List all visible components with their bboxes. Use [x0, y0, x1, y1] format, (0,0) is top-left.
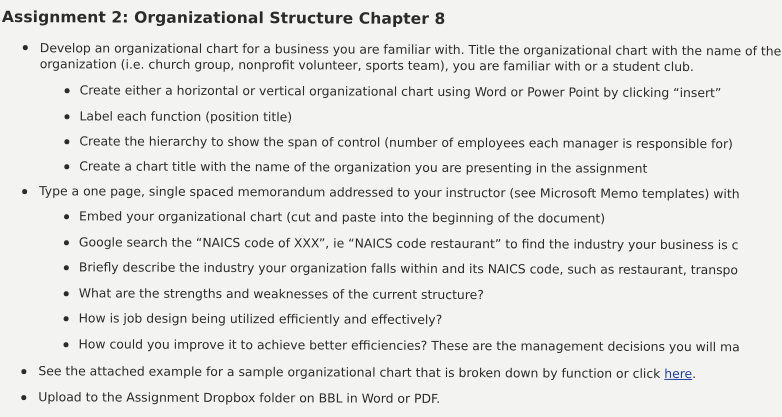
- bullet-icon: [21, 369, 26, 374]
- list-item: Embed your organizational chart (cut and paste into the beginning of the document): [79, 208, 606, 226]
- example-link[interactable]: here: [664, 365, 693, 382]
- bullet-icon: [64, 164, 69, 169]
- list-item-line: organization (i.e. church group, nonprofit volunteer, sports team), you are familiar with or a student club.: [39, 56, 694, 75]
- bullet-icon: [63, 342, 68, 347]
- bullet-icon: [64, 139, 69, 144]
- list-item: Label each function (position title): [79, 108, 293, 125]
- bullet-icon: [23, 45, 28, 50]
- page-title: Assignment 2: Organizational Structure Chapter 8: [1, 8, 446, 28]
- list-item: What are the strengths and weaknesses of the current structure?: [78, 285, 484, 303]
- bullet-icon: [64, 265, 69, 270]
- list-item: How could you improve it to achieve better efficiencies? These are the management decisions you will ma: [78, 336, 740, 355]
- list-item: Type a one page, single spaced memorandum addressed to your instructor (see Microsoft Memo templates) with: [39, 183, 740, 202]
- bullet-icon: [22, 189, 27, 194]
- list-item: [38, 363, 696, 381]
- bullet-icon: [64, 291, 69, 296]
- list-item: Create the hierarchy to show the span of control (number of employees each manager is responsible for): [79, 133, 733, 152]
- bullet-icon: [64, 114, 69, 119]
- bullet-icon: [65, 88, 70, 93]
- bullet-icon: [64, 240, 69, 245]
- list-item-suffix: .: [692, 366, 697, 382]
- list-item-line: Develop an organizational chart for a business you are familiar with. Title the organizational chart with the name of the: [39, 40, 782, 59]
- list-item: How is job design being utilized efficiently and effectively?: [78, 310, 443, 327]
- bullet-icon: [64, 316, 69, 321]
- list-item: Upload to the Assignment Dropbox folder on BBL in Word or PDF.: [38, 389, 441, 406]
- list-item-text: See the attached example for a sample organizational chart that is broken down by function or click: [38, 363, 665, 381]
- bullet-icon: [21, 395, 26, 400]
- list-item: Briefly describe the industry your organization falls within and its NAICS code, such as restaurant, transpo: [78, 259, 739, 278]
- list-item: Create either a horizontal or vertical organizational chart using Word or Power Point by clicking “insert”: [79, 82, 722, 101]
- list-item: Google search the “NAICS code of XXX”, ie “NAICS code restaurant” to find the industry your business is c: [78, 234, 739, 253]
- list-item: Create a chart title with the name of the organization you are presenting in the assignment: [79, 158, 648, 176]
- bullet-icon: [64, 214, 69, 219]
